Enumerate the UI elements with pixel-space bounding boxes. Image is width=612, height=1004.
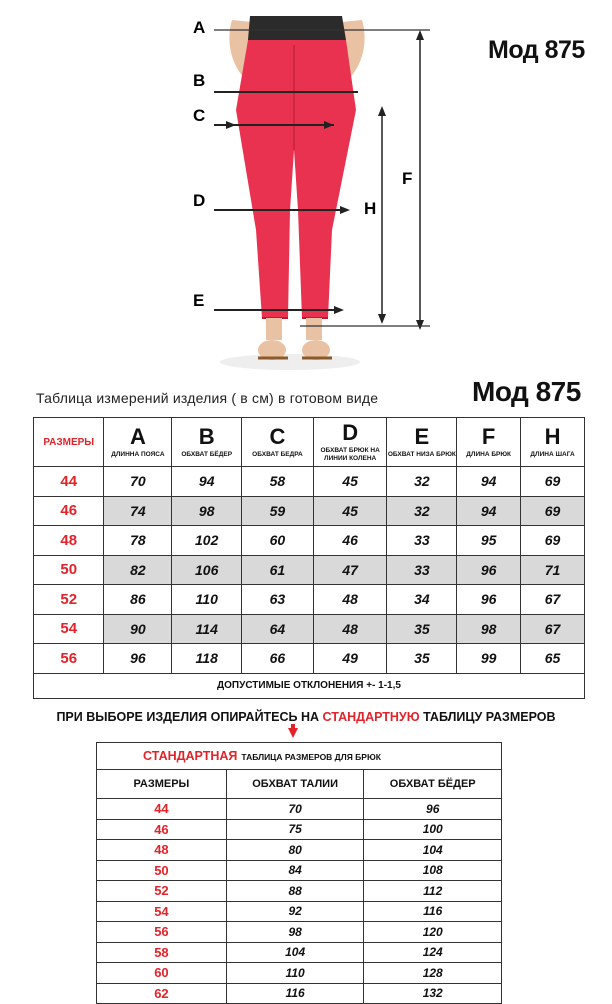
value-cell: 96 xyxy=(104,644,172,674)
col-header-d xyxy=(313,418,387,467)
col-label: ДЛИНА ШАГА xyxy=(530,450,575,458)
marker-e: E xyxy=(193,291,205,310)
measurement-caption: Таблица измерений изделия ( в см) в готовом виде xyxy=(36,390,379,406)
measurement-table xyxy=(33,417,585,699)
value-cell: 96 xyxy=(457,585,521,615)
waist-cell: 75 xyxy=(226,819,364,840)
hips-cell: 112 xyxy=(364,881,502,902)
value-cell: 49 xyxy=(313,644,387,674)
measurement-header-row xyxy=(34,418,585,467)
hips-cell: 116 xyxy=(364,901,502,922)
hips-cell: 132 xyxy=(364,983,502,1004)
col-header-a xyxy=(104,418,172,467)
waist-cell: 70 xyxy=(226,799,364,820)
table-row xyxy=(34,614,585,644)
value-cell: 45 xyxy=(313,496,387,526)
tolerance-row xyxy=(34,673,585,698)
value-cell: 69 xyxy=(521,467,585,497)
waist-cell: 84 xyxy=(226,860,364,881)
value-cell: 48 xyxy=(313,614,387,644)
value-cell: 69 xyxy=(521,496,585,526)
std-col-hips: ОБХВАТ БЁДЕР xyxy=(364,770,502,799)
hips-cell: 124 xyxy=(364,942,502,963)
marker-c: C xyxy=(193,106,206,125)
size-cell: 52 xyxy=(97,881,227,902)
value-cell: 90 xyxy=(104,614,172,644)
col-label: ОБХВАТ НИЗА БРЮК xyxy=(387,450,456,458)
col-header-e xyxy=(387,418,457,467)
value-cell: 69 xyxy=(521,526,585,556)
value-cell: 67 xyxy=(521,614,585,644)
value-cell: 94 xyxy=(457,467,521,497)
col-letter: A xyxy=(129,423,146,449)
size-cell: 46 xyxy=(34,496,104,526)
table-row xyxy=(97,799,502,820)
tolerance-note: ДОПУСТИМЫЕ ОТКЛОНЕНИЯ +- 1-1,5 xyxy=(34,673,585,698)
value-cell: 102 xyxy=(172,526,242,556)
size-cell: 50 xyxy=(34,555,104,585)
value-cell: 67 xyxy=(521,585,585,615)
value-cell: 58 xyxy=(242,467,314,497)
value-cell: 110 xyxy=(172,585,242,615)
marker-a: A xyxy=(193,18,206,37)
table-row xyxy=(34,467,585,497)
table-row xyxy=(97,840,502,861)
standard-table-title xyxy=(97,743,502,770)
value-cell: 96 xyxy=(457,555,521,585)
standard-table-title-row xyxy=(97,743,502,770)
col-header-h xyxy=(521,418,585,467)
value-cell: 32 xyxy=(387,496,457,526)
value-cell: 118 xyxy=(172,644,242,674)
waist-cell: 88 xyxy=(226,881,364,902)
value-cell: 106 xyxy=(172,555,242,585)
value-cell: 32 xyxy=(387,467,457,497)
value-cell: 34 xyxy=(387,585,457,615)
value-cell: 82 xyxy=(104,555,172,585)
value-cell: 65 xyxy=(521,644,585,674)
size-cell: 44 xyxy=(34,467,104,497)
down-arrow-icon xyxy=(288,728,298,738)
table-row xyxy=(34,496,585,526)
notice-highlight: СТАНДАРТНУЮ xyxy=(322,710,420,724)
waist-cell: 116 xyxy=(226,983,364,1004)
waist-cell: 104 xyxy=(226,942,364,963)
value-cell: 94 xyxy=(457,496,521,526)
value-cell: 98 xyxy=(172,496,242,526)
hips-cell: 128 xyxy=(364,963,502,984)
value-cell: 60 xyxy=(242,526,314,556)
std-col-waist: ОБХВАТ ТАЛИИ xyxy=(226,770,364,799)
table-row xyxy=(34,526,585,556)
col-header-c xyxy=(242,418,314,467)
waist-cell: 98 xyxy=(226,922,364,943)
hips-cell: 104 xyxy=(364,840,502,861)
waist-cell: 80 xyxy=(226,840,364,861)
value-cell: 86 xyxy=(104,585,172,615)
value-cell: 78 xyxy=(104,526,172,556)
table-row xyxy=(34,555,585,585)
col-label: ОБХВАТ БЕДРА xyxy=(252,450,303,458)
value-cell: 33 xyxy=(387,526,457,556)
value-cell: 114 xyxy=(172,614,242,644)
table-row xyxy=(97,860,502,881)
standard-title-red: СТАНДАРТНАЯ xyxy=(143,749,238,763)
waist-cell: 110 xyxy=(226,963,364,984)
standard-size-table xyxy=(96,742,502,1004)
col-label: ДЛИНА БРЮК xyxy=(466,450,512,458)
value-cell: 46 xyxy=(313,526,387,556)
marker-h: H xyxy=(364,199,377,218)
table-row xyxy=(97,922,502,943)
value-cell: 74 xyxy=(104,496,172,526)
table-row xyxy=(34,644,585,674)
model-label-caption: Мод 875 xyxy=(472,376,581,407)
table-row xyxy=(97,901,502,922)
value-cell: 66 xyxy=(242,644,314,674)
value-cell: 95 xyxy=(457,526,521,556)
value-cell: 94 xyxy=(172,467,242,497)
value-cell: 71 xyxy=(521,555,585,585)
size-selection-notice xyxy=(0,710,612,724)
col-letter: F xyxy=(481,423,496,449)
marker-b: B xyxy=(193,71,206,90)
size-cell: 54 xyxy=(34,614,104,644)
table-row xyxy=(97,819,502,840)
std-col-size: РАЗМЕРЫ xyxy=(97,770,227,799)
size-cell: 48 xyxy=(97,840,227,861)
col-label: ДЛИННА ПОЯСА xyxy=(111,450,165,458)
value-cell: 45 xyxy=(313,467,387,497)
value-cell: 48 xyxy=(313,585,387,615)
size-cell: 56 xyxy=(34,644,104,674)
table-row xyxy=(97,983,502,1004)
col-letter: D xyxy=(342,420,359,445)
size-cell: 62 xyxy=(97,983,227,1004)
col-header-b xyxy=(172,418,242,467)
size-cell: 50 xyxy=(97,860,227,881)
size-cell: 46 xyxy=(97,819,227,840)
size-cell: 58 xyxy=(97,942,227,963)
value-cell: 70 xyxy=(104,467,172,497)
col-letter: C xyxy=(269,423,286,449)
col-letter: H xyxy=(544,423,561,449)
marker-f: F xyxy=(402,169,413,188)
value-cell: 47 xyxy=(313,555,387,585)
standard-title-rest: ТАБЛИЦА РАЗМЕРОВ ДЛЯ БРЮК xyxy=(241,752,381,762)
waist-cell: 92 xyxy=(226,901,364,922)
value-cell: 98 xyxy=(457,614,521,644)
size-header: РАЗМЕРЫ xyxy=(34,418,104,467)
col-letter: B xyxy=(198,423,215,449)
value-cell: 64 xyxy=(242,614,314,644)
size-cell: 44 xyxy=(97,799,227,820)
col-letter: E xyxy=(414,423,430,449)
marker-d: D xyxy=(193,191,206,210)
value-cell: 33 xyxy=(387,555,457,585)
notice-text-before: ПРИ ВЫБОРЕ ИЗДЕЛИЯ ОПИРАЙТЕСЬ НА xyxy=(56,710,323,724)
table-row xyxy=(97,942,502,963)
size-cell: 56 xyxy=(97,922,227,943)
col-label: ОБХВАТ БЁДЕР xyxy=(181,450,233,458)
standard-column-headers xyxy=(97,770,502,799)
value-cell: 35 xyxy=(387,614,457,644)
model-label-top: Мод 875 xyxy=(488,36,585,64)
hips-cell: 100 xyxy=(364,819,502,840)
hips-cell: 108 xyxy=(364,860,502,881)
table-row xyxy=(97,881,502,902)
size-cell: 52 xyxy=(34,585,104,615)
hips-cell: 96 xyxy=(364,799,502,820)
value-cell: 63 xyxy=(242,585,314,615)
table-row xyxy=(34,585,585,615)
size-cell: 54 xyxy=(97,901,227,922)
notice-text-after: ТАБЛИЦУ РАЗМЕРОВ xyxy=(419,710,556,724)
size-cell: 48 xyxy=(34,526,104,556)
value-cell: 61 xyxy=(242,555,314,585)
value-cell: 59 xyxy=(242,496,314,526)
hips-cell: 120 xyxy=(364,922,502,943)
value-cell: 99 xyxy=(457,644,521,674)
col-header-f xyxy=(457,418,521,467)
table-row xyxy=(97,963,502,984)
col-label: ОБХВАТ БРЮК НА ЛИНИИ КОЛЕНА xyxy=(320,447,380,462)
size-cell: 60 xyxy=(97,963,227,984)
value-cell: 35 xyxy=(387,644,457,674)
